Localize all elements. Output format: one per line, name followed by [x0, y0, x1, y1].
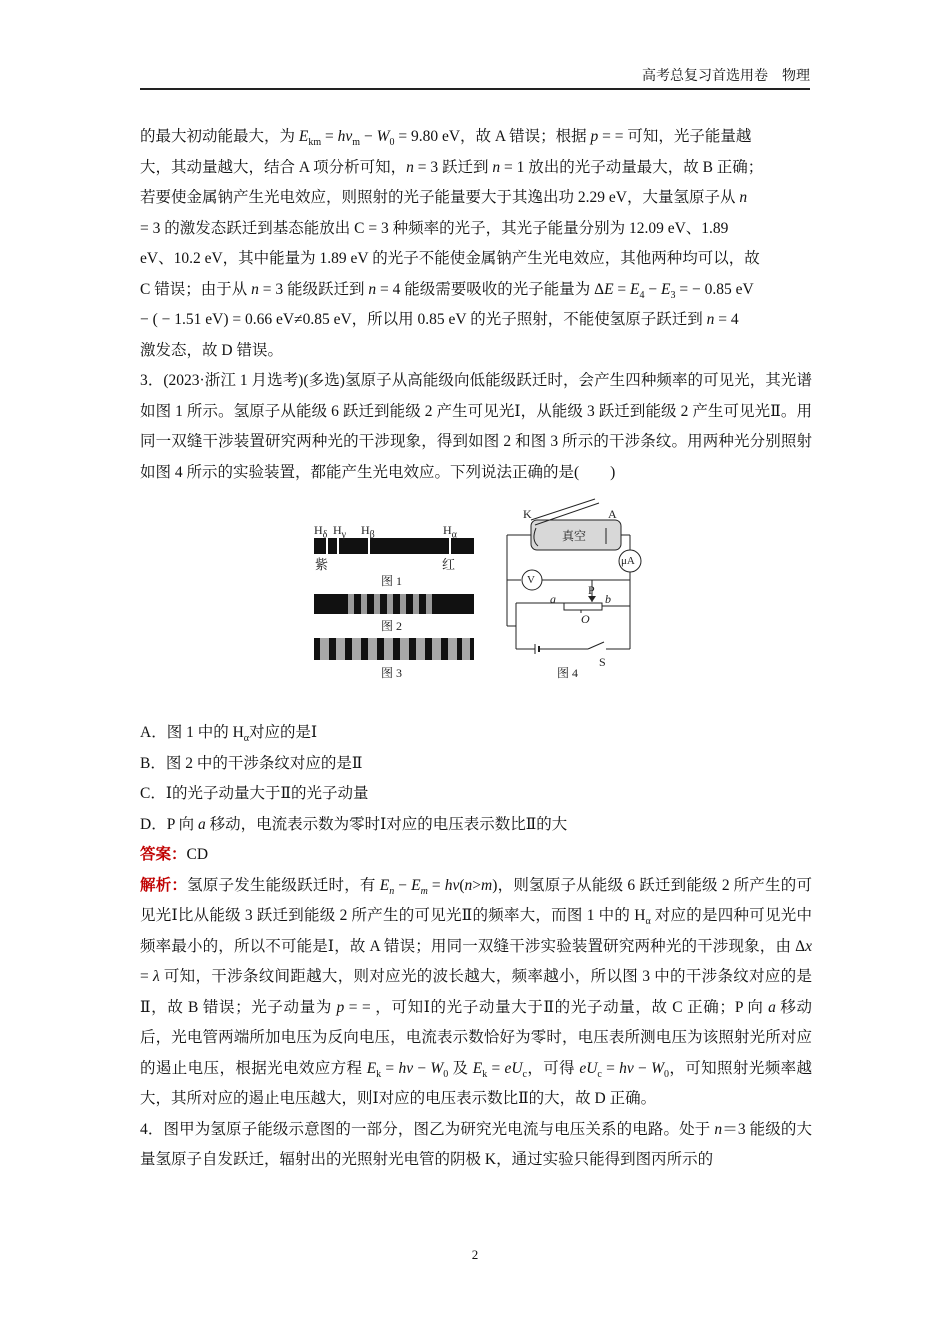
spectral-line-h-beta [368, 538, 370, 554]
label-a: a [550, 592, 556, 606]
label-h-beta: $H_\beta$ [361, 523, 375, 541]
previous-solution [140, 122, 812, 366]
answer [140, 840, 812, 871]
answer-value: CD [186, 846, 209, 863]
interference-fringes-2 [314, 594, 474, 614]
label-s: S [599, 655, 606, 669]
incident-light [531, 499, 595, 520]
rheostat [564, 603, 602, 610]
caption-fig-4: 图 4 [557, 666, 579, 680]
option-c: C．Ⅰ的光子动量大于Ⅱ的光子动量 [140, 785, 369, 802]
label-b: b [605, 592, 611, 606]
label-voltmeter: V [527, 574, 535, 586]
question-3-figure [140, 498, 812, 710]
label-h-alpha: $H_\alpha$ [443, 523, 457, 541]
question-4-stem: 4．图甲为氢原子能级示意图的一部分，图乙为研究光电流与电压关系的电路。处于 n＝3 能级的大量氢原子自发跃迁，辐射出的光照射光电管的阴极 K，通过实验只能得到图丙所示的 [140, 1120, 812, 1168]
label-h-gamma: $H_\gamma$ [333, 523, 347, 541]
prev-line: 大，其动量越大，结合 A 项分析可知，n = 3 跃迁到 n = 1 放出的光子动量最大，故 B 正确； [140, 158, 764, 176]
label-violet: 紫 [315, 557, 329, 572]
prev-line: 的最大初动能最大，为 $E_{km} = h\nu_m - W_0 = 9.80$ eV，故 A 错误；根据 p = = 可知，光子能量越 [140, 128, 752, 149]
label-microammeter: μA [621, 555, 635, 567]
analysis-label: 解析： [140, 876, 188, 894]
answer-label: 答案： [140, 846, 187, 863]
page-number: 2 [471, 1247, 479, 1262]
option-b: B．图 2 中的干涉条纹对应的是Ⅱ [140, 754, 363, 772]
caption-fig-2: 图 2 [381, 619, 403, 633]
question-3-stem: 3．(2023·浙江 1 月选考)(多选)氢原子从高能级向低能级跃迁时，会产生四种频率的可见光，其光谱如图 1 所示。氢原子从能级 6 跃迁到能级 2 产生可见光Ⅰ，从能级 3 跃迁到能级 2 产生可见光Ⅱ。用同一双缝干涉装置研究两种光的干涉现象，得到如图 2 和图 3 所示的干涉条纹。用两种光分别照射如图 4 所示的实验装置，都能产生光电效应。下列说法正确的是( ) [140, 372, 812, 481]
header-title: 高考总复习首选用卷 物理 [642, 69, 810, 84]
label-red: 红 [442, 557, 456, 572]
switch-s [588, 642, 604, 649]
option-d: D．P 向 a 移动，电流表示数为零时Ⅰ对应的电压表示数比Ⅱ的大 [140, 815, 568, 833]
prev-line: = 3 的激发态跃迁到基态能放出 C = 3 种频率的光子，其光子能量分别为 12.09 eV、1.89 [140, 219, 729, 237]
label-h-delta: $H_\delta$ [314, 523, 328, 541]
caption-fig-1: 图 1 [381, 574, 403, 588]
prev-line: eV、10.2 eV，其中能量为 1.89 eV 的光子不能使金属钠产生光电效应，其他两种均可以，故 [140, 250, 760, 267]
label-vacuum: 真空 [562, 529, 587, 543]
label-anode-a: A [608, 507, 617, 521]
prev-line: 激发态，故 D 错误。 [140, 341, 283, 359]
caption-fig-3: 图 3 [381, 666, 403, 680]
page-content [140, 122, 812, 1176]
label-k: K [523, 507, 532, 521]
prev-line: − ( − 1.51 eV) = 0.66 eV≠0.85 eV，所以用 0.85 eV 的光子照射，不能使氢原子跃迁到 n = 4 [140, 311, 739, 328]
figure-svg [140, 498, 812, 710]
spectral-line-h-gamma [337, 538, 339, 554]
prev-line: 若要使金属钠产生光电效应，则照射的光子能量要大于其逸出功 2.29 eV，大量氢原子从 n [140, 189, 748, 206]
label-p: P [588, 583, 595, 597]
spectral-line-h-alpha [449, 538, 451, 554]
spectral-line-h-delta [326, 538, 328, 554]
analysis: 解析：氢原子发生能级跃迁时，有 $E_n - E_m = h\nu(n>m)$，则氢原子从能级 6 跃迁到能级 2 所产生的可见光Ⅰ比从能级 3 跃迁到能级 2 所产生的可见光Ⅱ的频率大，而图 1 中的 $H_\alpha$ 对应的是四种可见光中频率最小的，所以不可能是Ⅰ，故 A 错误；用同一双缝干涉实验装置研究两种光的干涉现象，由 Δx = λ 可知，干涉条纹间距越大，则对应光的波长越大，频率越小，所以图 3 中的干涉条纹对应的是Ⅱ，故 B 错误；光子动量为 p = = ，可知Ⅰ的光子动量大于Ⅱ的光子动量，故 C 正确；P 向 a 移动后，光电管两端所加电压为反向电压，电流表示数恰好为零时，电压表所测电压为该照射光所对应的遏止电压，根据光电效应方程 $E_k = h\nu - W_0$ 及 $E_k = eU_c$，可得 $eU_c = h\nu - W_0$，可知照射光频率越大，其所对应的遏止电压越大，则Ⅰ对应的电压表示数比Ⅱ的大，故 D 正确。 [140, 876, 812, 1107]
label-o: O [581, 612, 590, 626]
prev-line: C 错误；由于从 n = 3 能级跃迁到 n = 4 能级需要吸收的光子能量为 $\Delta E = E_4 - E_3$ = − 0.85 eV [140, 280, 754, 301]
page-header [140, 68, 810, 90]
option-a: A．图 1 中的 $H_\alpha$对应的是Ⅰ [140, 724, 318, 745]
